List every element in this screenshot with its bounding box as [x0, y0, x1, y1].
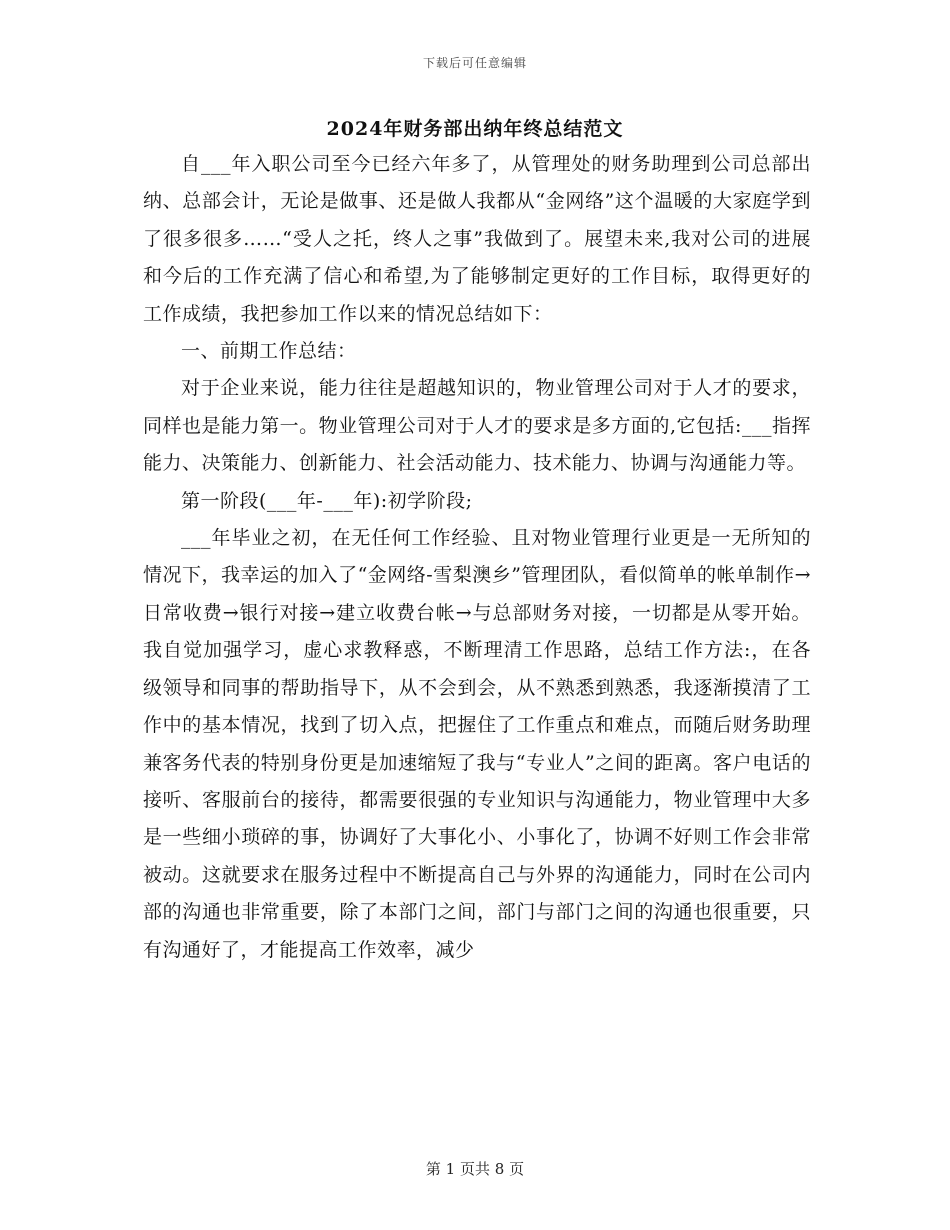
- paragraph-intro: 自___年入职公司至今已经六年多了，从管理处的财务助理到公司总部出纳、总部会计，无论是做事、还是做人我都从“金网络”这个温暖的大家庭学到了很多很多……“受人之托，终人之事”我做到了。展望未来,我对公司的进展和今后的工作充满了信心和希望,为了能够制定更好的工作目标，取得更好的工作成绩，我把参加工作以来的情况总结如下：: [143, 153, 811, 325]
- page-footer: 第 1 页共 8 页: [425, 1160, 525, 1178]
- document-body: [143, 146, 811, 969]
- section-heading: 一、前期工作总结：: [181, 340, 357, 363]
- stage-heading: 第一阶段(___年-___年):初学阶段;: [181, 489, 473, 512]
- paragraph-ability: 对于企业来说，能力往往是超越知识的，物业管理公司对于人才的要求，同样也是能力第一。物业管理公司对于人才的要求是多方面的,它包括:___指挥能力、决策能力、创新能力、社会活动能力、技术能力、协调与沟通能力等。: [143, 377, 811, 475]
- document-title: 2024年财务部出纳年终总结范文: [326, 118, 624, 140]
- paragraph-stage-one: ___年毕业之初，在无任何工作经验、且对物业管理行业更是一无所知的情况下，我幸运的加入了“金网络-雪梨澳乡”管理团队，看似简单的帐单制作→日常收费→银行对接→建立收费台帐→与总部财务对接，一切都是从零开始。我自觉加强学习，虚心求教释惑，不断理清工作思路，总结工作方法:，在各级领导和同事的帮助指导下，从不会到会，从不熟悉到熟悉，我逐渐摸清了工作中的基本情况，找到了切入点，把握住了工作重点和难点，而随后财务助理兼客务代表的特别身份更是加速缩短了我与“专业人”之间的距离。客户电话的接听、客服前台的接待，都需要很强的专业知识与沟通能力，物业管理中大多是一些细小琐碎的事，协调好了大事化小、小事化了，协调不好则工作会非常被动。这就要求在服务过程中不断提高自己与外界的沟通能力，同时在公司内部的沟通也非常重要，除了本部门之间，部门与部门之间的沟通也很重要，只有沟通好了，才能提高工作效率，减少: [143, 527, 811, 961]
- header-note: 下载后可任意编辑: [422, 56, 527, 70]
